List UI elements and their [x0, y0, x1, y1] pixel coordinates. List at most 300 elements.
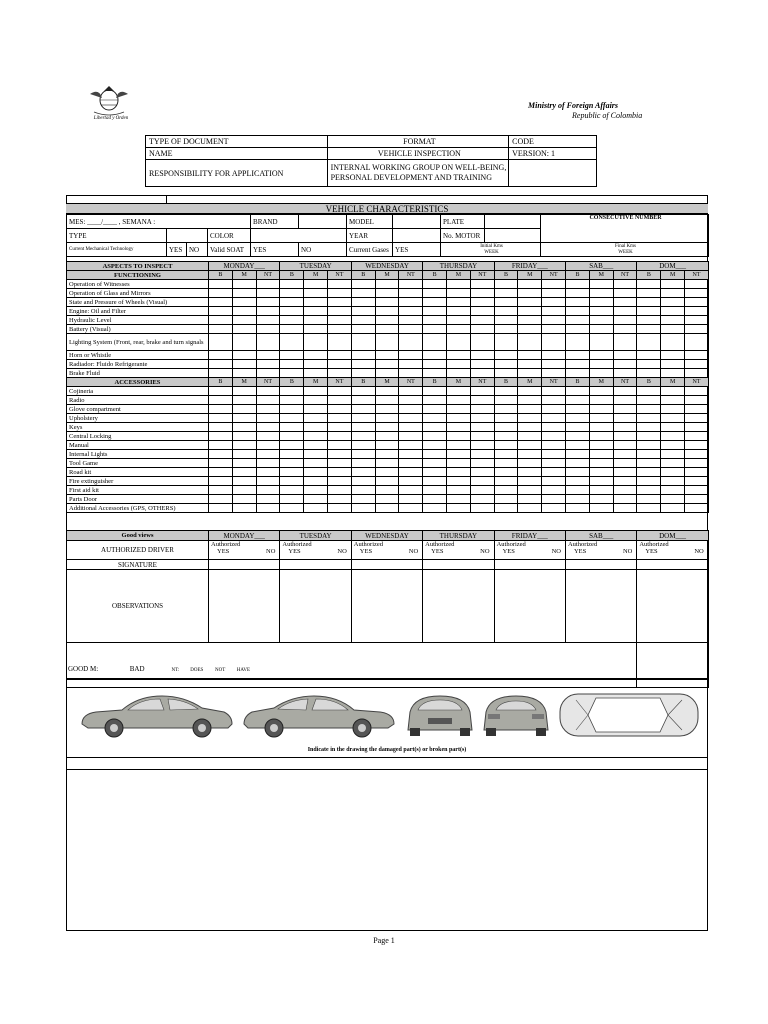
year-value[interactable]	[393, 229, 441, 243]
rating-cell[interactable]	[613, 405, 637, 414]
rating-cell[interactable]	[685, 369, 709, 378]
observations-cell[interactable]	[565, 570, 636, 643]
brand-value[interactable]	[299, 215, 347, 229]
rating-cell[interactable]	[494, 414, 518, 423]
rating-cell[interactable]	[494, 351, 518, 360]
rating-cell[interactable]	[256, 351, 280, 360]
rating-cell[interactable]	[280, 325, 304, 334]
rating-cell[interactable]	[661, 495, 685, 504]
rating-cell[interactable]	[399, 432, 423, 441]
rating-cell[interactable]	[542, 334, 566, 351]
rating-cell[interactable]	[209, 369, 233, 378]
rating-cell[interactable]	[637, 405, 661, 414]
car-left-side-icon[interactable]	[78, 690, 236, 740]
tech-yes[interactable]: YES	[167, 243, 187, 257]
rating-cell[interactable]	[518, 369, 542, 378]
rating-cell[interactable]	[375, 280, 399, 289]
rating-cell[interactable]	[494, 298, 518, 307]
rating-cell[interactable]	[542, 360, 566, 369]
rating-cell[interactable]	[423, 387, 447, 396]
rating-cell[interactable]	[232, 307, 256, 316]
authorized-yes[interactable]: YES	[502, 548, 515, 555]
rating-cell[interactable]	[566, 351, 590, 360]
rating-cell[interactable]	[542, 441, 566, 450]
rating-cell[interactable]	[328, 432, 352, 441]
rating-cell[interactable]	[399, 307, 423, 316]
rating-cell[interactable]	[232, 387, 256, 396]
rating-cell[interactable]	[470, 351, 494, 360]
rating-cell[interactable]	[375, 450, 399, 459]
rating-cell[interactable]	[328, 307, 352, 316]
rating-cell[interactable]	[209, 351, 233, 360]
rating-cell[interactable]	[470, 316, 494, 325]
rating-cell[interactable]	[566, 423, 590, 432]
rating-cell[interactable]	[209, 468, 233, 477]
rating-cell[interactable]	[423, 405, 447, 414]
rating-cell[interactable]	[280, 280, 304, 289]
rating-cell[interactable]	[280, 414, 304, 423]
rating-cell[interactable]	[661, 289, 685, 298]
rating-cell[interactable]	[280, 351, 304, 360]
rating-cell[interactable]	[423, 316, 447, 325]
rating-cell[interactable]	[518, 307, 542, 316]
rating-cell[interactable]	[351, 298, 375, 307]
rating-cell[interactable]	[280, 396, 304, 405]
rating-cell[interactable]	[375, 396, 399, 405]
rating-cell[interactable]	[423, 423, 447, 432]
rating-cell[interactable]	[542, 477, 566, 486]
rating-cell[interactable]	[447, 459, 471, 468]
rating-cell[interactable]	[447, 477, 471, 486]
rating-cell[interactable]	[423, 298, 447, 307]
rating-cell[interactable]	[470, 441, 494, 450]
rating-cell[interactable]	[232, 441, 256, 450]
rating-cell[interactable]	[209, 307, 233, 316]
rating-cell[interactable]	[542, 495, 566, 504]
rating-cell[interactable]	[328, 486, 352, 495]
rating-cell[interactable]	[423, 369, 447, 378]
rating-cell[interactable]	[447, 396, 471, 405]
rating-cell[interactable]	[494, 468, 518, 477]
soat-no[interactable]: NO	[299, 243, 347, 257]
rating-cell[interactable]	[613, 396, 637, 405]
rating-cell[interactable]	[423, 280, 447, 289]
rating-cell[interactable]	[447, 307, 471, 316]
rating-cell[interactable]	[566, 468, 590, 477]
observations-cell[interactable]	[209, 570, 280, 643]
rating-cell[interactable]	[494, 369, 518, 378]
authorized-yes[interactable]: YES	[573, 548, 587, 555]
rating-cell[interactable]	[304, 459, 328, 468]
rating-cell[interactable]	[566, 414, 590, 423]
rating-cell[interactable]	[423, 289, 447, 298]
rating-cell[interactable]	[232, 414, 256, 423]
rating-cell[interactable]	[613, 298, 637, 307]
rating-cell[interactable]	[304, 450, 328, 459]
rating-cell[interactable]	[351, 450, 375, 459]
rating-cell[interactable]	[566, 495, 590, 504]
rating-cell[interactable]	[542, 432, 566, 441]
rating-cell[interactable]	[494, 360, 518, 369]
rating-cell[interactable]	[423, 351, 447, 360]
rating-cell[interactable]	[542, 450, 566, 459]
rating-cell[interactable]	[637, 468, 661, 477]
rating-cell[interactable]	[613, 495, 637, 504]
rating-cell[interactable]	[518, 351, 542, 360]
rating-cell[interactable]	[209, 334, 233, 351]
rating-cell[interactable]	[304, 387, 328, 396]
rating-cell[interactable]	[399, 468, 423, 477]
rating-cell[interactable]	[280, 307, 304, 316]
rating-cell[interactable]	[375, 432, 399, 441]
rating-cell[interactable]	[351, 441, 375, 450]
rating-cell[interactable]	[613, 423, 637, 432]
rating-cell[interactable]	[613, 280, 637, 289]
observations-cell[interactable]	[351, 570, 422, 643]
authorized-yes[interactable]: YES	[431, 548, 444, 555]
rating-cell[interactable]	[470, 396, 494, 405]
rating-cell[interactable]	[613, 360, 637, 369]
rating-cell[interactable]	[375, 405, 399, 414]
rating-cell[interactable]	[613, 387, 637, 396]
rating-cell[interactable]	[661, 334, 685, 351]
rating-cell[interactable]	[685, 450, 709, 459]
rating-cell[interactable]	[494, 334, 518, 351]
rating-cell[interactable]	[661, 450, 685, 459]
rating-cell[interactable]	[304, 396, 328, 405]
signature-cell[interactable]	[351, 560, 422, 570]
rating-cell[interactable]	[470, 504, 494, 513]
color-value[interactable]	[251, 229, 347, 243]
rating-cell[interactable]	[447, 280, 471, 289]
rating-cell[interactable]	[399, 405, 423, 414]
rating-cell[interactable]	[399, 369, 423, 378]
rating-cell[interactable]	[447, 450, 471, 459]
rating-cell[interactable]	[613, 432, 637, 441]
rating-cell[interactable]	[589, 280, 613, 289]
rating-cell[interactable]	[685, 387, 709, 396]
rating-cell[interactable]	[328, 298, 352, 307]
rating-cell[interactable]	[256, 495, 280, 504]
rating-cell[interactable]	[637, 334, 661, 351]
gases-yes[interactable]: YES	[393, 243, 441, 257]
rating-cell[interactable]	[232, 280, 256, 289]
rating-cell[interactable]	[209, 289, 233, 298]
rating-cell[interactable]	[280, 298, 304, 307]
rating-cell[interactable]	[518, 334, 542, 351]
rating-cell[interactable]	[423, 414, 447, 423]
rating-cell[interactable]	[399, 414, 423, 423]
rating-cell[interactable]	[589, 423, 613, 432]
rating-cell[interactable]	[423, 468, 447, 477]
rating-cell[interactable]	[232, 495, 256, 504]
rating-cell[interactable]	[351, 396, 375, 405]
rating-cell[interactable]	[375, 325, 399, 334]
rating-cell[interactable]	[494, 396, 518, 405]
rating-cell[interactable]	[685, 307, 709, 316]
rating-cell[interactable]	[399, 360, 423, 369]
rating-cell[interactable]	[209, 280, 233, 289]
rating-cell[interactable]	[589, 414, 613, 423]
rating-cell[interactable]	[661, 432, 685, 441]
rating-cell[interactable]	[232, 477, 256, 486]
rating-cell[interactable]	[566, 316, 590, 325]
rating-cell[interactable]	[399, 495, 423, 504]
rating-cell[interactable]	[328, 504, 352, 513]
rating-cell[interactable]	[399, 316, 423, 325]
rating-cell[interactable]	[637, 495, 661, 504]
rating-cell[interactable]	[304, 441, 328, 450]
signature-cell[interactable]	[494, 560, 565, 570]
rating-cell[interactable]	[589, 504, 613, 513]
rating-cell[interactable]	[447, 325, 471, 334]
rating-cell[interactable]	[542, 459, 566, 468]
rating-cell[interactable]	[613, 325, 637, 334]
rating-cell[interactable]	[232, 360, 256, 369]
rating-cell[interactable]	[685, 325, 709, 334]
rating-cell[interactable]	[328, 289, 352, 298]
rating-cell[interactable]	[518, 396, 542, 405]
rating-cell[interactable]	[232, 334, 256, 351]
rating-cell[interactable]	[589, 450, 613, 459]
rating-cell[interactable]	[637, 316, 661, 325]
rating-cell[interactable]	[518, 325, 542, 334]
rating-cell[interactable]	[661, 423, 685, 432]
rating-cell[interactable]	[494, 495, 518, 504]
signature-cell[interactable]	[209, 560, 280, 570]
rating-cell[interactable]	[209, 423, 233, 432]
rating-cell[interactable]	[661, 298, 685, 307]
rating-cell[interactable]	[637, 298, 661, 307]
rating-cell[interactable]	[685, 334, 709, 351]
rating-cell[interactable]	[447, 405, 471, 414]
rating-cell[interactable]	[351, 423, 375, 432]
rating-cell[interactable]	[280, 423, 304, 432]
rating-cell[interactable]	[209, 432, 233, 441]
rating-cell[interactable]	[661, 387, 685, 396]
rating-cell[interactable]	[304, 325, 328, 334]
rating-cell[interactable]	[232, 468, 256, 477]
rating-cell[interactable]	[470, 423, 494, 432]
rating-cell[interactable]	[613, 289, 637, 298]
rating-cell[interactable]	[351, 477, 375, 486]
rating-cell[interactable]	[209, 396, 233, 405]
rating-cell[interactable]	[589, 334, 613, 351]
motor-value[interactable]	[485, 229, 541, 243]
rating-cell[interactable]	[637, 450, 661, 459]
rating-cell[interactable]	[566, 459, 590, 468]
rating-cell[interactable]	[685, 441, 709, 450]
rating-cell[interactable]	[328, 387, 352, 396]
rating-cell[interactable]	[423, 432, 447, 441]
rating-cell[interactable]	[566, 360, 590, 369]
rating-cell[interactable]	[566, 369, 590, 378]
rating-cell[interactable]	[351, 316, 375, 325]
rating-cell[interactable]	[304, 504, 328, 513]
rating-cell[interactable]	[399, 450, 423, 459]
rating-cell[interactable]	[685, 504, 709, 513]
rating-cell[interactable]	[685, 486, 709, 495]
rating-cell[interactable]	[399, 396, 423, 405]
rating-cell[interactable]	[304, 405, 328, 414]
rating-cell[interactable]	[470, 325, 494, 334]
rating-cell[interactable]	[209, 325, 233, 334]
rating-cell[interactable]	[470, 486, 494, 495]
month-week-field[interactable]: MES: ____/____ , SEMANA :	[67, 215, 251, 229]
rating-cell[interactable]	[518, 405, 542, 414]
rating-cell[interactable]	[423, 504, 447, 513]
rating-cell[interactable]	[232, 289, 256, 298]
rating-cell[interactable]	[613, 316, 637, 325]
rating-cell[interactable]	[685, 468, 709, 477]
authorized-yes[interactable]: YES	[359, 548, 373, 555]
rating-cell[interactable]	[637, 504, 661, 513]
observations-cell[interactable]	[423, 570, 494, 643]
final-kms[interactable]	[541, 243, 709, 257]
rating-cell[interactable]	[447, 486, 471, 495]
rating-cell[interactable]	[542, 289, 566, 298]
rating-cell[interactable]	[470, 280, 494, 289]
rating-cell[interactable]	[494, 477, 518, 486]
rating-cell[interactable]	[423, 396, 447, 405]
authorized-no[interactable]: NO	[694, 548, 704, 555]
rating-cell[interactable]	[494, 325, 518, 334]
rating-cell[interactable]	[685, 423, 709, 432]
rating-cell[interactable]	[637, 486, 661, 495]
rating-cell[interactable]	[351, 405, 375, 414]
rating-cell[interactable]	[304, 316, 328, 325]
rating-cell[interactable]	[375, 495, 399, 504]
rating-cell[interactable]	[399, 298, 423, 307]
rating-cell[interactable]	[613, 414, 637, 423]
rating-cell[interactable]	[447, 432, 471, 441]
rating-cell[interactable]	[447, 298, 471, 307]
rating-cell[interactable]	[232, 396, 256, 405]
rating-cell[interactable]	[685, 316, 709, 325]
rating-cell[interactable]	[637, 396, 661, 405]
rating-cell[interactable]	[494, 450, 518, 459]
rating-cell[interactable]	[209, 316, 233, 325]
rating-cell[interactable]	[256, 387, 280, 396]
rating-cell[interactable]	[470, 432, 494, 441]
rating-cell[interactable]	[304, 298, 328, 307]
rating-cell[interactable]	[256, 486, 280, 495]
model-value[interactable]	[393, 215, 441, 229]
rating-cell[interactable]	[399, 387, 423, 396]
observations-cell[interactable]	[280, 570, 351, 643]
rating-cell[interactable]	[304, 369, 328, 378]
rating-cell[interactable]	[232, 504, 256, 513]
rating-cell[interactable]	[494, 441, 518, 450]
rating-cell[interactable]	[518, 486, 542, 495]
rating-cell[interactable]	[232, 369, 256, 378]
rating-cell[interactable]	[589, 396, 613, 405]
rating-cell[interactable]	[256, 459, 280, 468]
rating-cell[interactable]	[328, 396, 352, 405]
rating-cell[interactable]	[470, 289, 494, 298]
rating-cell[interactable]	[494, 387, 518, 396]
rating-cell[interactable]	[494, 504, 518, 513]
rating-cell[interactable]	[447, 360, 471, 369]
car-rear-icon[interactable]	[480, 690, 552, 740]
rating-cell[interactable]	[351, 495, 375, 504]
rating-cell[interactable]	[589, 441, 613, 450]
rating-cell[interactable]	[256, 450, 280, 459]
rating-cell[interactable]	[256, 396, 280, 405]
rating-cell[interactable]	[209, 387, 233, 396]
rating-cell[interactable]	[589, 360, 613, 369]
rating-cell[interactable]	[232, 486, 256, 495]
soat-yes[interactable]: YES	[251, 243, 299, 257]
rating-cell[interactable]	[351, 351, 375, 360]
rating-cell[interactable]	[589, 486, 613, 495]
rating-cell[interactable]	[470, 307, 494, 316]
rating-cell[interactable]	[232, 351, 256, 360]
rating-cell[interactable]	[351, 414, 375, 423]
rating-cell[interactable]	[256, 477, 280, 486]
rating-cell[interactable]	[685, 360, 709, 369]
rating-cell[interactable]	[423, 477, 447, 486]
rating-cell[interactable]	[375, 351, 399, 360]
rating-cell[interactable]	[280, 432, 304, 441]
rating-cell[interactable]	[685, 351, 709, 360]
rating-cell[interactable]	[542, 325, 566, 334]
rating-cell[interactable]	[280, 316, 304, 325]
rating-cell[interactable]	[399, 289, 423, 298]
rating-cell[interactable]	[494, 459, 518, 468]
rating-cell[interactable]	[613, 477, 637, 486]
rating-cell[interactable]	[518, 414, 542, 423]
rating-cell[interactable]	[399, 325, 423, 334]
rating-cell[interactable]	[209, 441, 233, 450]
rating-cell[interactable]	[542, 486, 566, 495]
rating-cell[interactable]	[566, 432, 590, 441]
rating-cell[interactable]	[566, 477, 590, 486]
rating-cell[interactable]	[209, 486, 233, 495]
rating-cell[interactable]	[637, 414, 661, 423]
rating-cell[interactable]	[589, 405, 613, 414]
rating-cell[interactable]	[518, 495, 542, 504]
rating-cell[interactable]	[685, 432, 709, 441]
rating-cell[interactable]	[613, 351, 637, 360]
rating-cell[interactable]	[494, 423, 518, 432]
rating-cell[interactable]	[566, 441, 590, 450]
rating-cell[interactable]	[232, 459, 256, 468]
rating-cell[interactable]	[423, 486, 447, 495]
rating-cell[interactable]	[280, 334, 304, 351]
rating-cell[interactable]	[232, 405, 256, 414]
rating-cell[interactable]	[280, 486, 304, 495]
rating-cell[interactable]	[494, 280, 518, 289]
rating-cell[interactable]	[375, 316, 399, 325]
rating-cell[interactable]	[232, 316, 256, 325]
rating-cell[interactable]	[661, 405, 685, 414]
rating-cell[interactable]	[256, 360, 280, 369]
type-value[interactable]	[167, 229, 208, 243]
rating-cell[interactable]	[661, 316, 685, 325]
rating-cell[interactable]	[637, 351, 661, 360]
rating-cell[interactable]	[542, 298, 566, 307]
rating-cell[interactable]	[661, 459, 685, 468]
rating-cell[interactable]	[518, 504, 542, 513]
rating-cell[interactable]	[351, 289, 375, 298]
rating-cell[interactable]	[447, 441, 471, 450]
rating-cell[interactable]	[399, 280, 423, 289]
rating-cell[interactable]	[304, 432, 328, 441]
rating-cell[interactable]	[661, 414, 685, 423]
rating-cell[interactable]	[232, 423, 256, 432]
rating-cell[interactable]	[351, 459, 375, 468]
